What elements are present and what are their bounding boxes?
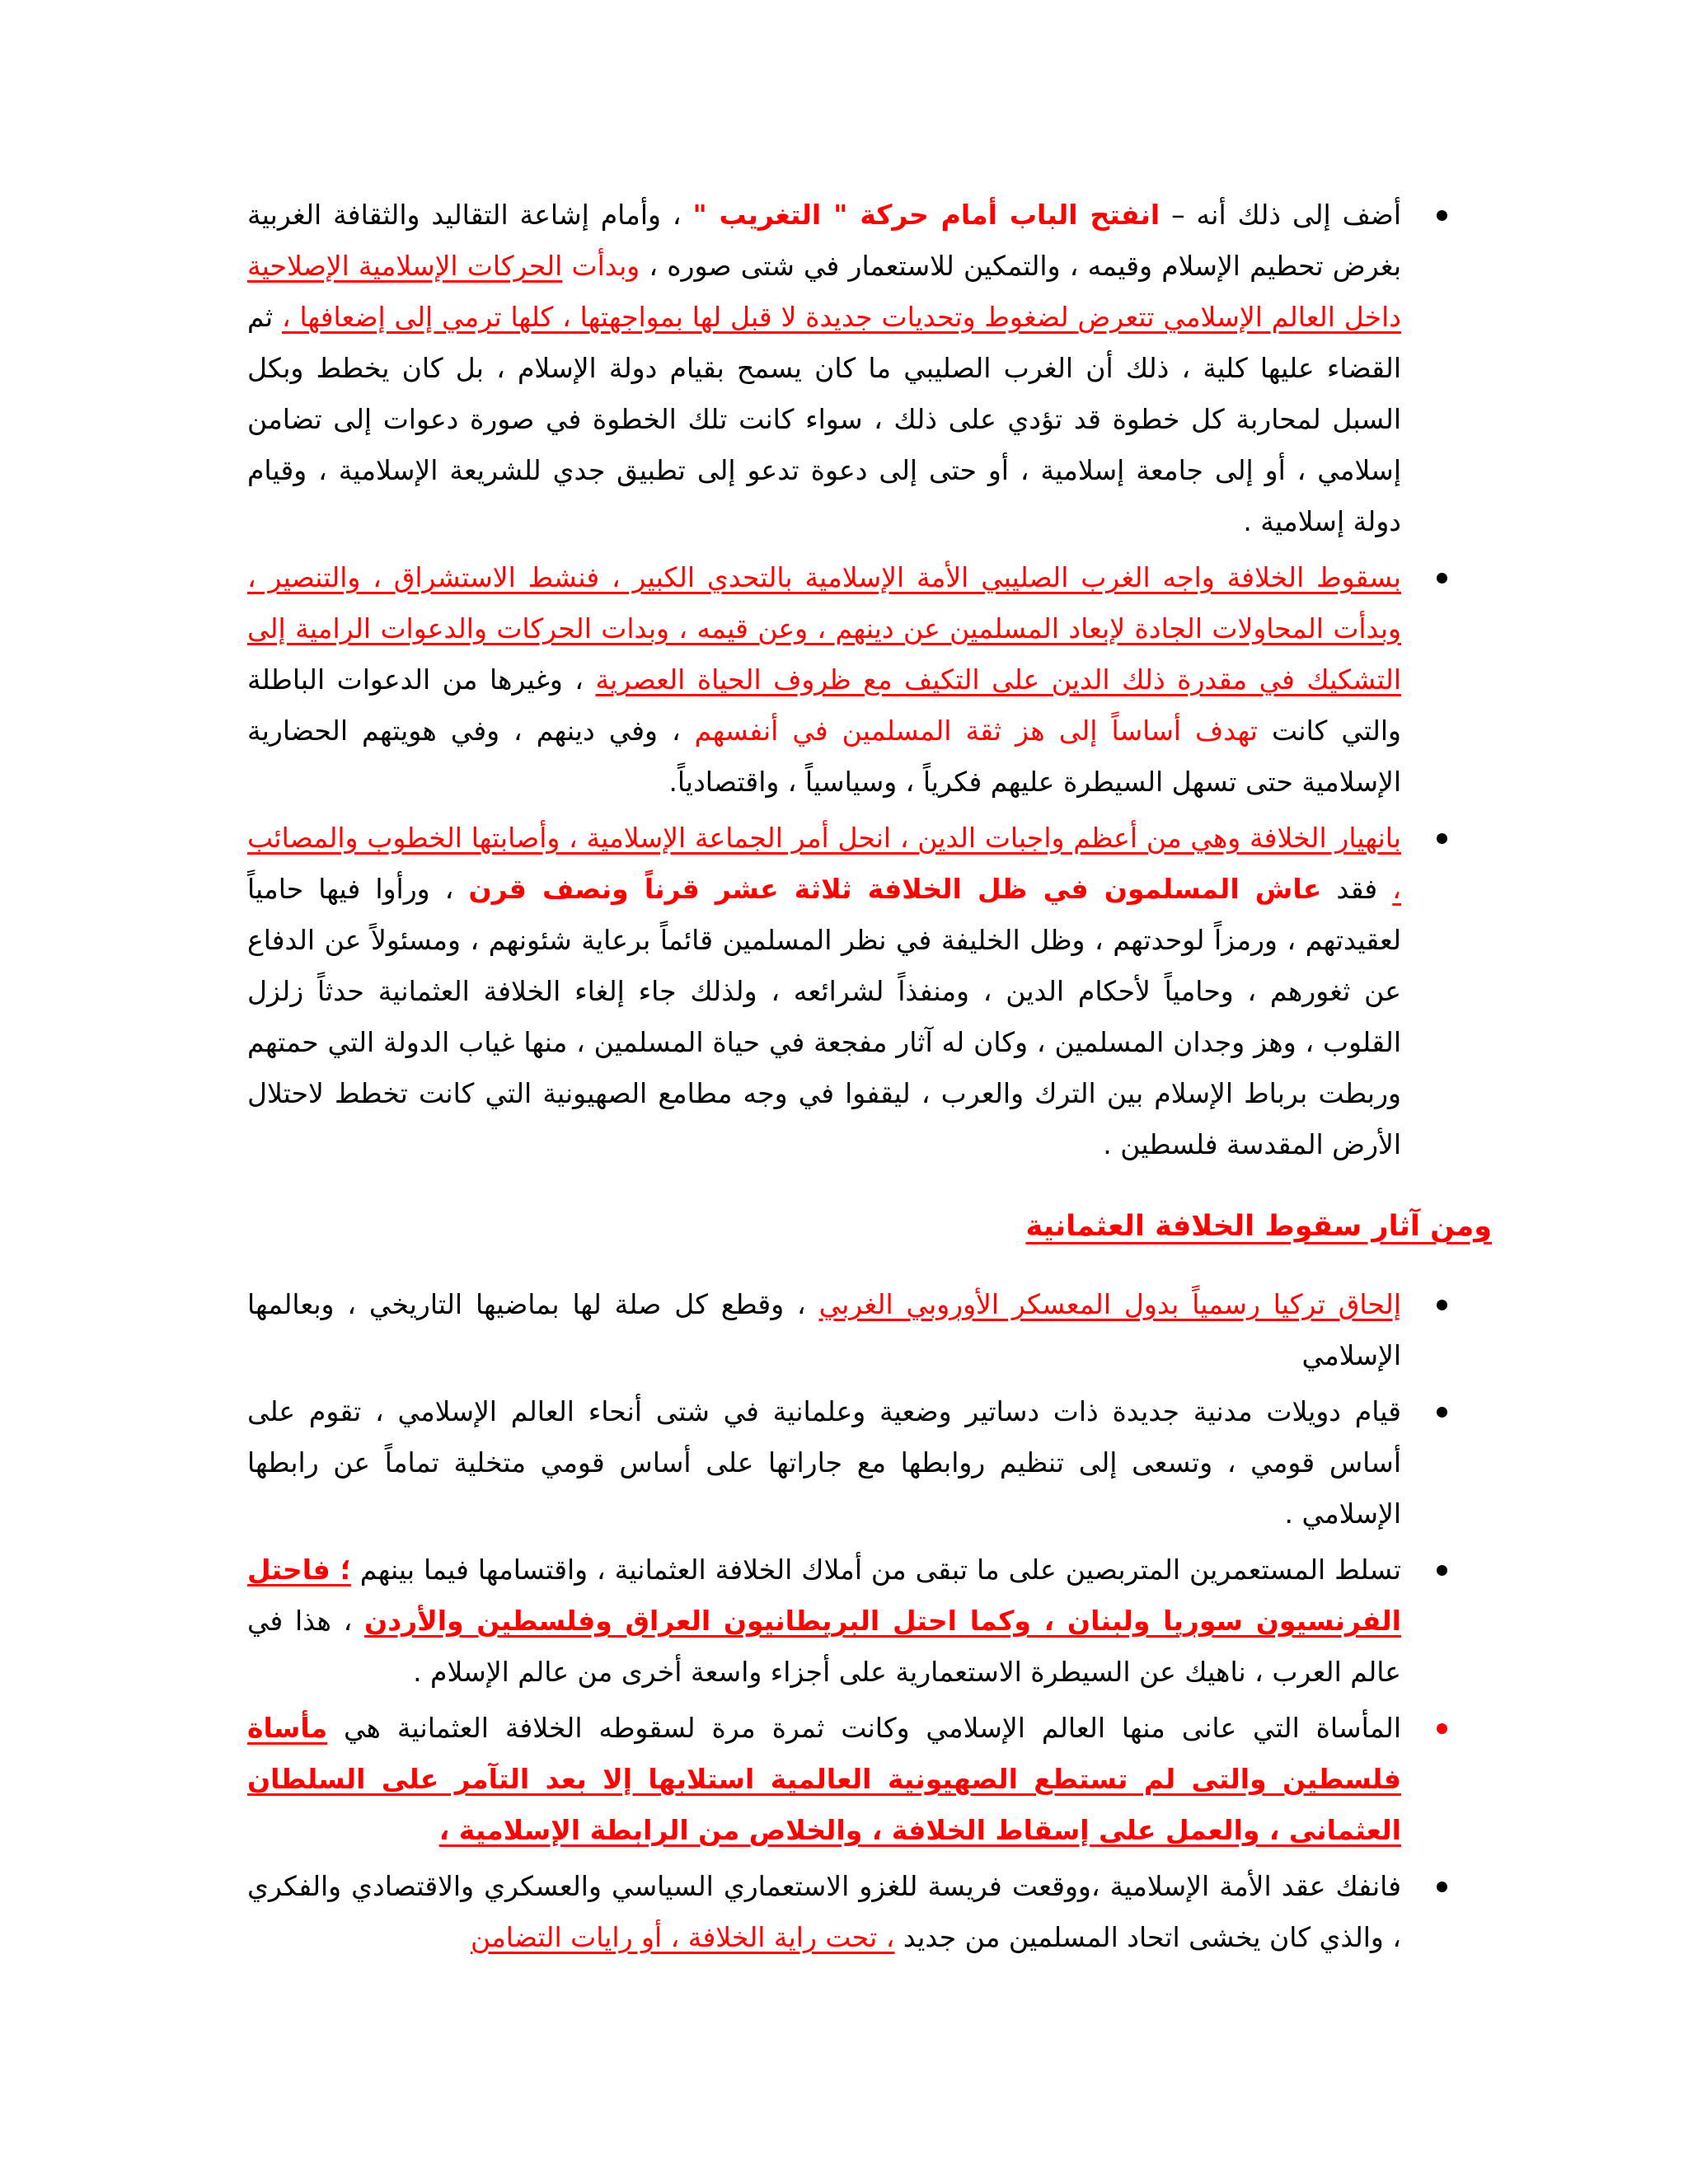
- bullet-dot-icon: [1437, 210, 1447, 221]
- list-item: [247, 1279, 1401, 1381]
- list-item: [247, 1703, 1401, 1856]
- text-run: تسلط المستعمرين المتربصين على ما تبقى من أملاك الخلافة العثمانية ، واقتسامها فيما بينهم: [350, 1554, 1401, 1586]
- text-run-red-underline: ، تحت راية الخلافة ، أو رايات التضامن: [470, 1921, 895, 1953]
- text-run: فقد: [1321, 873, 1393, 905]
- text-run: ، وقطع كل صلة لها بماضيها التاريخي ، وبعالمها الإسلامي: [247, 1288, 1401, 1371]
- bullet-dot-icon: [1437, 833, 1447, 844]
- text-run-red-bold-underline: مأساة فلسطين والتى لم تستطع الصهيونية العالمية استلابها إلا بعد التآمر على السلطان العثمانى ، والعمل على إسقاط الخلافة ، والخلاص من الرابطة الإسلامية ،: [247, 1712, 1401, 1846]
- text-run: ، ورأوا فيها حامياً لعقيدتهم ، ورمزاً لوحدتهم ، وظل الخليفة في نظر المسلمين قائماً برعاية شئونهم ، ومسئولاً عن الدفاع عن ثغورهم ، وحامياً لأحكام الدين ، ومنفذاً لشرائعه ، ولذلك جاء إلغاء الخلافة العثمانية حدثاً زلزل القلوب ، وهز وجدان المسلمين ، وكان له آثار مفجعة في حياة المسلمين ، منها غياب الدولة التي حمتهم وربطت برباط الإسلام بين الترك والعرب ، ليقفوا في وجه مطامع الصهيونية التي كانت تخطط لاحتلال الأرض المقدسة فلسطين .: [247, 873, 1401, 1160]
- text-run-highlight: عاش المسلمون في ظل الخلافة ثلاثة عشر قرناً ونصف قرن: [468, 873, 1322, 905]
- text-run-red-bold-underline: ؛ فاحتل الفرنسيون سوريا ولبنان ، وكما احتل البريطانيون العراق وفلسطين والأردن: [247, 1554, 1401, 1637]
- text-run: المأساة التي عانى منها العالم الإسلامي وكانت ثمرة مرة لسقوطه الخلافة العثمانية هي: [327, 1712, 1401, 1744]
- bullet-list-1: [247, 190, 1401, 1170]
- list-item: [247, 813, 1401, 1170]
- text-run-red: تهدف أساساً إلى هز ثقة المسلمين في أنفسهم: [694, 715, 1258, 747]
- bullet-list-2: [247, 1279, 1401, 1963]
- text-run-highlight: انفتح الباب أمام حركة " التغريب ": [692, 199, 1160, 231]
- text-run-red-underline: إلحاق تركيا رسمياً بدول المعسكر الأوروبي الغربي: [818, 1288, 1401, 1320]
- text-run: أضف إلى ذلك أنه –: [1160, 199, 1401, 231]
- bullet-dot-icon: [1437, 1882, 1447, 1892]
- text-run-red-underline: بسقوط الخلافة واجه الغرب الصليبي الأمة الإسلامية بالتحدي الكبير ، فنشط الاستشراق ، والتنصير ، وبدأت المحاولات الجادة لإبعاد المسلمين عن دينهم ، وعن قيمه ، وبدات الحركات والدعوات الرامية إلى التشكيك في مقدرة ذلك الدين على التكيف مع ظروف الحياة العصرية: [247, 561, 1401, 696]
- list-item: [247, 190, 1401, 547]
- text-run-red: وبدأت: [562, 250, 640, 282]
- text-run: ، وفي دينهم ، وفي هويتهم الحضارية الإسلامية حتى تسهل السيطرة عليهم فكرياً ، وسياسياً ، واقتصادياً.: [247, 715, 1401, 798]
- section-heading: ومن آثار سقوط الخلافة العثمانية: [1025, 1210, 1492, 1243]
- text-run: ، وأمام إشاعة التقاليد والثقافة الغربية بغرض تحطيم الإسلام وقيمه ، والتمكين للاستعمار في شتى صوره ،: [247, 199, 1402, 282]
- document-page: [247, 190, 1492, 1968]
- text-run: قيام دويلات مدنية جديدة ذات دساتير وضعية وعلمانية في شتى أنحاء العالم الإسلامي ، تقوم على أساس قومي ، وتسعى إلى تنظيم روابطها مع جاراتها على أساس قومي متخلية تماماً عن رابطها الإسلامي .: [247, 1395, 1401, 1530]
- text-run: ، هذا في عالم العرب ، ناهيك عن السيطرة الاستعمارية على أجزاء واسعة أخرى من عالم الإسلام .: [247, 1605, 1401, 1688]
- list-item: [247, 1386, 1401, 1540]
- list-item: [247, 1544, 1401, 1698]
- text-run: ، وغيرها من الدعوات الباطلة والتي كانت: [247, 663, 1401, 747]
- list-item: [247, 1861, 1401, 1963]
- bullet-dot-icon: [1437, 1300, 1447, 1310]
- bullet-dot-icon: [1437, 573, 1447, 583]
- text-run-red-underline: بانهيار الخلافة وهي من أعظم واجبات الدين ، انحل أمر الجماعة الإسلامية ، وأصابتها الخطوب والمصائب ،: [247, 822, 1401, 905]
- bullet-dot-icon: [1437, 1565, 1447, 1576]
- list-item: [247, 552, 1401, 808]
- text-run: فانفك عقد الأمة الإسلامية ،ووقعت فريسة للغزو الاستعماري السياسي والعسكري والاقتصادي والفكري ، والذي كان يخشى اتحاد المسلمين من جديد: [247, 1870, 1401, 1953]
- bullet-dot-icon: [1437, 1407, 1447, 1418]
- text-run-red-underline: الحركات الإسلامية الإصلاحية داخل العالم الإسلامي تتعرض لضغوط وتحديات جديدة لا قبل لها بمواجهتها ، كلها ترمي إلى إضعافها ،: [247, 250, 1401, 333]
- bullet-dot-icon: [1437, 1723, 1447, 1734]
- text-run: ثم القضاء عليها كلية ، ذلك أن الغرب الصليبي ما كان يسمح بقيام دولة الإسلام ، بل كان يخطط وبكل السبل لمحاربة كل خطوة قد تؤدي على ذلك ، سواء كانت تلك الخطوة في صورة دعوات إلى تضامن إسلامي ، أو إلى جامعة إسلامية ، أو حتى إلى دعوة تدعو إلى تطبيق جدي للشريعة الإسلامية ، وقيام دولة إسلامية .: [247, 301, 1401, 537]
